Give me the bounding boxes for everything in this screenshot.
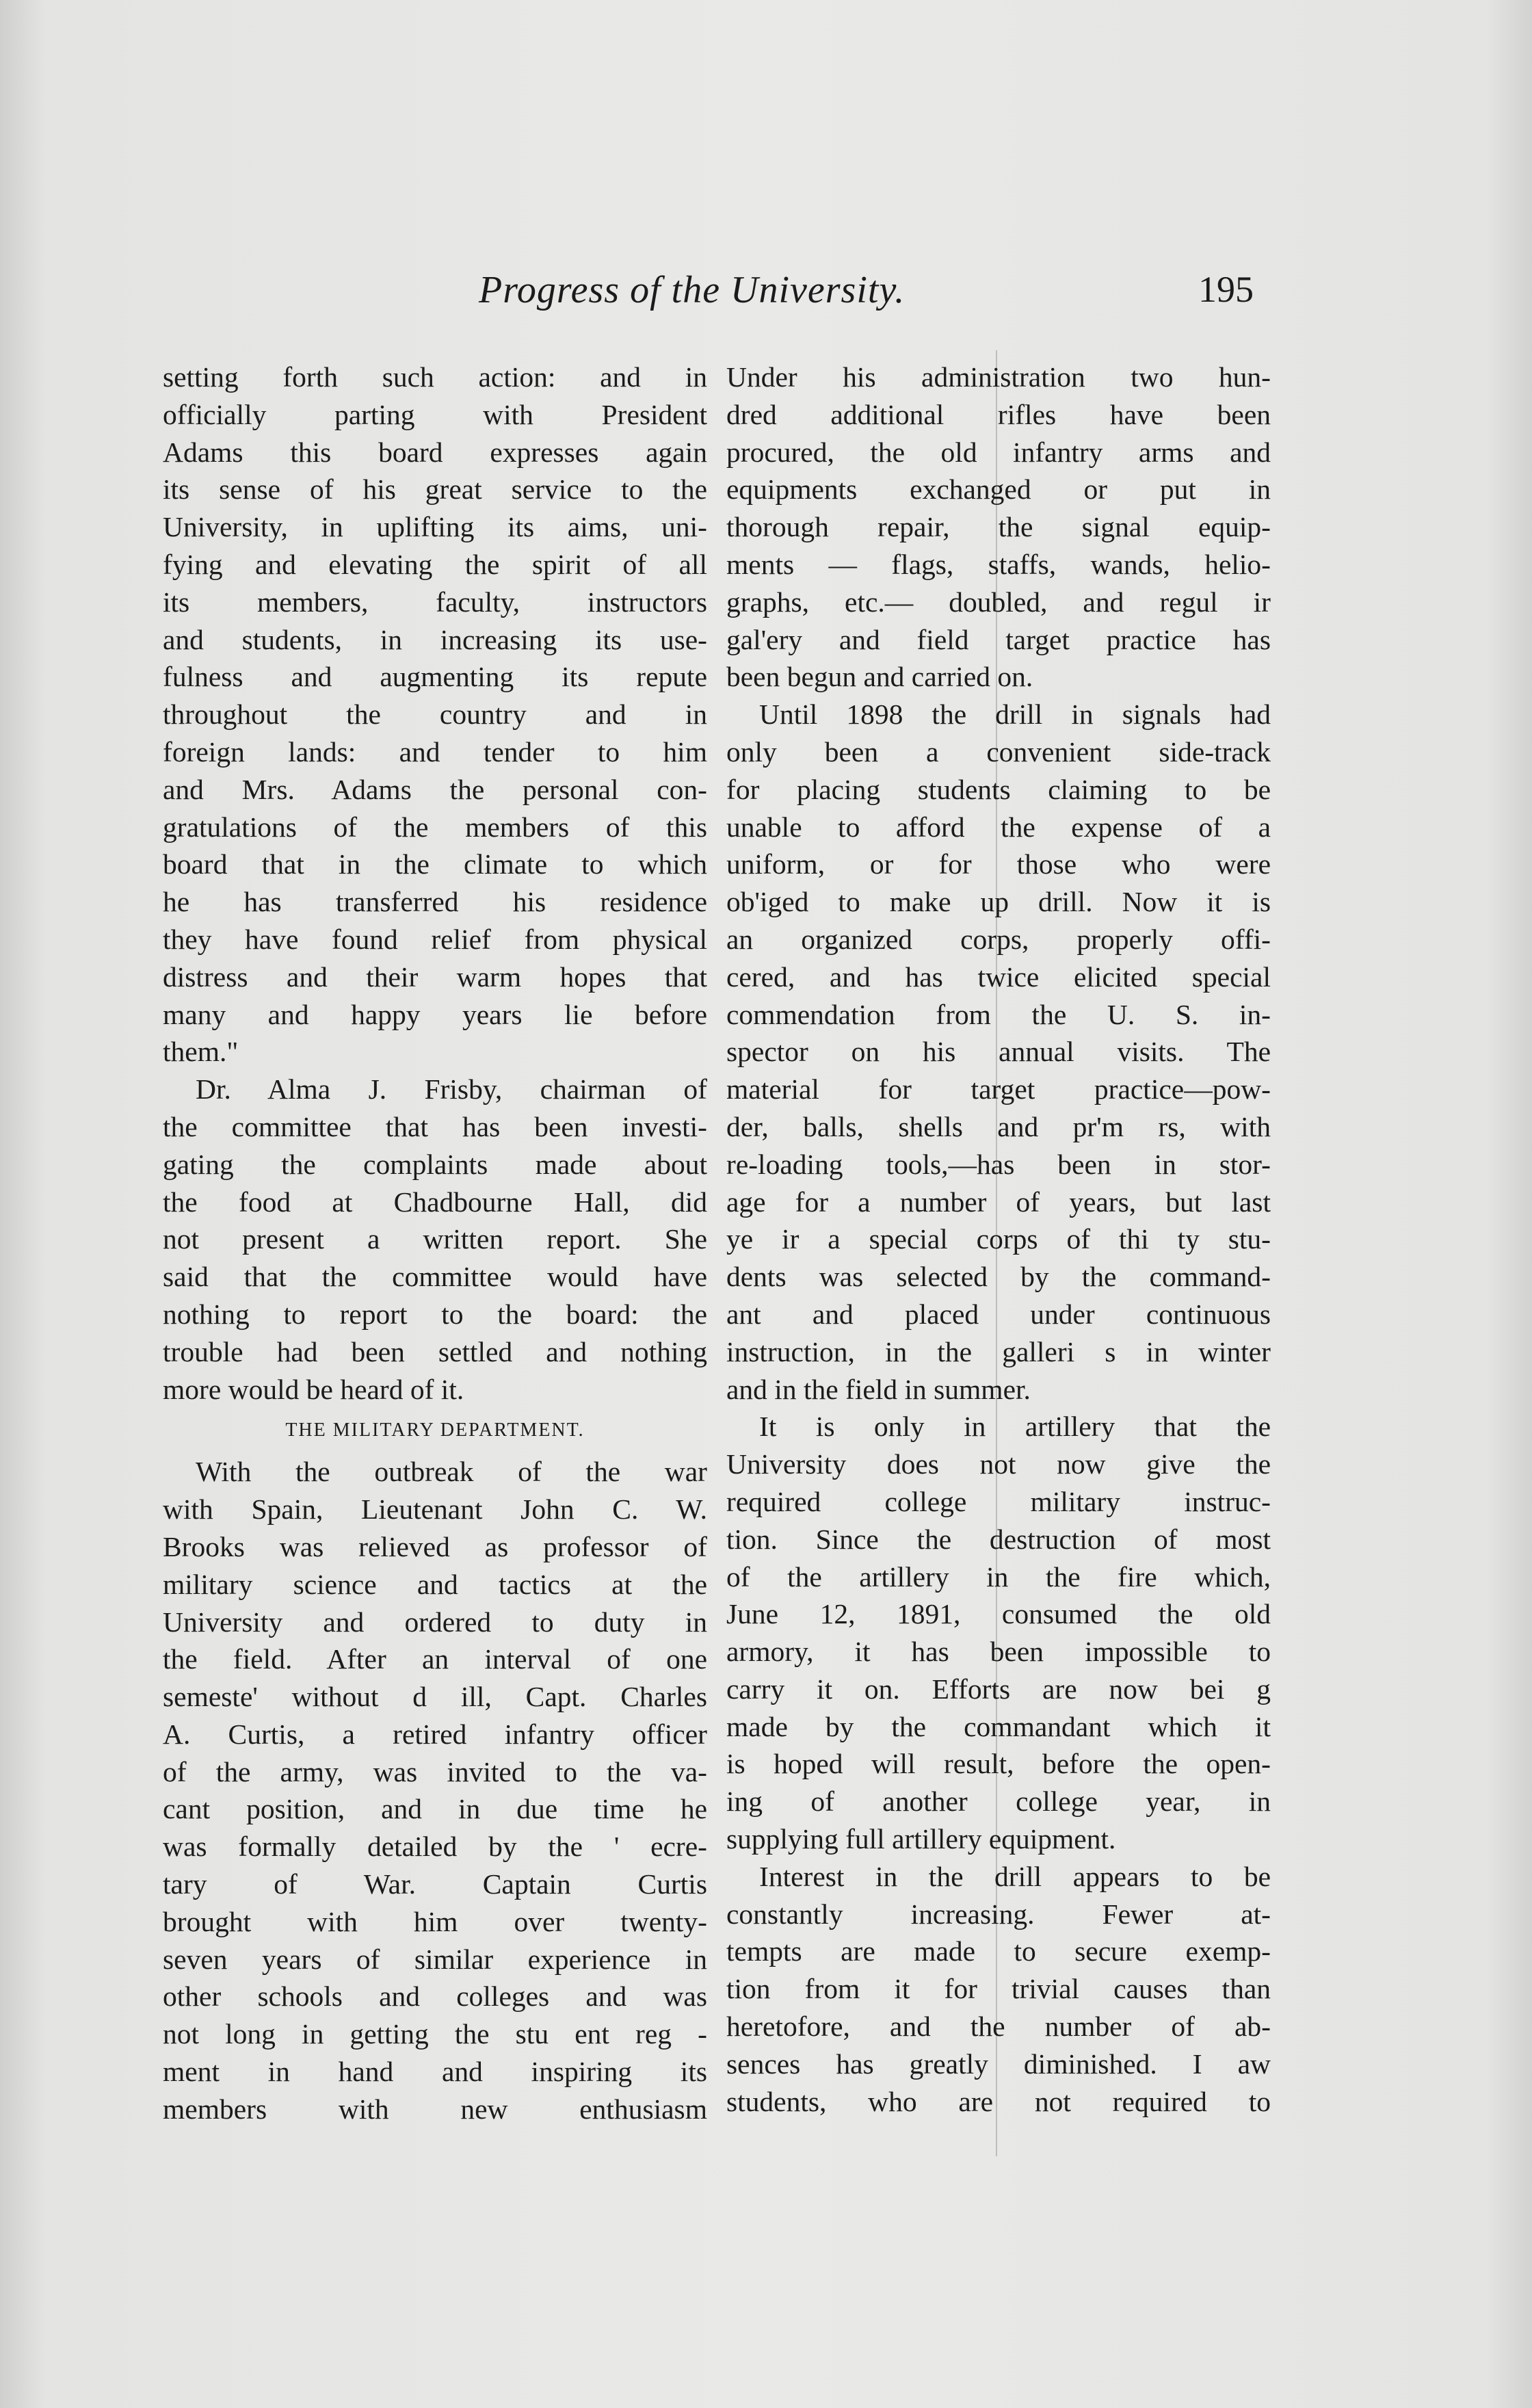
text-line: tion. Since the destruction of most — [726, 1523, 1271, 1555]
text-line: of the army, was invited to the va- — [163, 1755, 707, 1788]
section-heading: THE MILITARY DEPARTMENT. — [285, 1419, 585, 1441]
text-line: age for a number of years, but last — [726, 1186, 1271, 1218]
text-line: not long in getting the stu ent reg - — [163, 2018, 707, 2050]
text-line: gal'ery and field target practice has — [726, 623, 1271, 655]
text-line: officially parting with President — [163, 398, 707, 430]
text-line: members with new enthusiasm — [163, 2093, 707, 2125]
left-column — [163, 358, 707, 2128]
text-line: Brooks was relieved as professor of — [163, 1530, 707, 1562]
text-line: material for target practice—pow- — [726, 1073, 1271, 1105]
text-line: military science and tactics at the — [163, 1568, 707, 1600]
text-line: the food at Chadbourne Hall, did — [163, 1186, 707, 1218]
text-line: setting forth such action: and in — [163, 361, 707, 393]
text-line: University does not now give the — [726, 1448, 1271, 1480]
text-line: tion from it for trivial causes than — [726, 1973, 1271, 2005]
right-column — [726, 358, 1271, 2120]
text-line: sences has greatly diminished. I aw — [726, 2047, 1271, 2080]
text-line: A. Curtis, a retired infantry officer — [163, 1718, 707, 1750]
text-line: Dr. Alma J. Frisby, chairman of — [196, 1073, 707, 1105]
text-line: equipments exchanged or put in — [726, 473, 1271, 506]
text-line: other schools and colleges and was — [163, 1980, 707, 2013]
text-line: dents was selected by the command- — [726, 1261, 1271, 1293]
text-line: brought with him over twenty- — [163, 1905, 707, 1937]
page-header — [0, 268, 1532, 323]
text-line: trouble had been settled and nothing — [163, 1335, 707, 1367]
text-line: the field. After an interval of one — [163, 1643, 707, 1675]
text-line: throughout the country and in — [163, 698, 707, 731]
text-line: board that in the climate to which — [163, 848, 707, 880]
text-line: the committee that has been investi- — [163, 1110, 707, 1142]
text-line: made by the commandant which it — [726, 1710, 1271, 1742]
text-line: ing of another college year, in — [726, 1785, 1271, 1818]
text-line: University and ordered to duty in — [163, 1606, 707, 1638]
text-line: many and happy years lie before — [163, 998, 707, 1030]
text-line: re-loading tools,—has been in stor- — [726, 1148, 1271, 1180]
text-line: required college military instruc- — [726, 1485, 1271, 1517]
text-line: only been a convenient side-track — [726, 735, 1271, 768]
text-line: uniform, or for those who were — [726, 848, 1271, 880]
text-line: with Spain, Lieutenant John C. W. — [163, 1493, 707, 1526]
text-line: thorough repair, the signal equip- — [726, 511, 1271, 543]
text-line: and in the field in summer. — [726, 1373, 1031, 1405]
text-line: ment in hand and inspiring its — [163, 2056, 707, 2088]
text-line: spector on his annual visits. The — [726, 1036, 1271, 1068]
text-line: It is only in artillery that the — [759, 1411, 1271, 1443]
text-line: armory, it has been impossible to — [726, 1636, 1271, 1668]
text-line: students, who are not required to — [726, 2085, 1271, 2117]
text-line: cered, and has twice elicited special — [726, 960, 1271, 993]
text-line: them." — [163, 1036, 239, 1068]
text-line: more would be heard of it. — [163, 1373, 464, 1405]
text-line: commendation from the U. S. in- — [726, 998, 1271, 1030]
text-line: ments — flags, staffs, wands, helio- — [726, 548, 1271, 580]
text-line: he has transferred his residence — [163, 886, 707, 918]
text-line: ye ir a special corps of thi ty stu- — [726, 1223, 1271, 1255]
text-line: not present a written report. She — [163, 1223, 707, 1255]
text-line: dred additional rifles have been — [726, 398, 1271, 430]
text-line: of the artillery in the fire which, — [726, 1560, 1271, 1593]
text-line: instruction, in the galleri s in winter — [726, 1335, 1271, 1367]
text-line: cant position, and in due time he — [163, 1793, 707, 1825]
text-line: ob'iged to make up drill. Now it is — [726, 886, 1271, 918]
text-line: With the outbreak of the war — [196, 1456, 707, 1488]
text-line: Under his administration two hun- — [726, 361, 1271, 393]
text-line: was formally detailed by the ' ecre- — [163, 1831, 707, 1863]
text-line: nothing to report to the board: the — [163, 1298, 707, 1330]
text-line: der, balls, shells and pr'm rs, with — [726, 1110, 1271, 1142]
text-line: constantly increasing. Fewer at- — [726, 1898, 1271, 1930]
text-line: tempts are made to secure exemp- — [726, 1935, 1271, 1967]
text-line: Adams this board expresses again — [163, 436, 707, 468]
text-line: distress and their warm hopes that — [163, 960, 707, 993]
text-line: graphs, etc.— doubled, and regul ir — [726, 586, 1271, 618]
text-line: June 12, 1891, consumed the old — [726, 1598, 1271, 1630]
text-line: University, in uplifting its aims, uni- — [163, 511, 707, 543]
text-line: Until 1898 the drill in signals had — [759, 698, 1271, 731]
text-line: ant and placed under continuous — [726, 1298, 1271, 1330]
text-line: fying and elevating the spirit of all — [163, 548, 707, 580]
text-line: procured, the old infantry arms and — [726, 436, 1271, 468]
text-line: an organized corps, properly offi- — [726, 923, 1271, 955]
text-line: seven years of similar experience in — [163, 1943, 707, 1975]
text-line: for placing students claiming to be — [726, 773, 1271, 805]
text-line: heretofore, and the number of ab- — [726, 2011, 1271, 2043]
text-line: foreign lands: and tender to him — [163, 735, 707, 768]
text-line: they have found relief from physical — [163, 923, 707, 955]
text-line: semeste' without d ill, Capt. Charles — [163, 1681, 707, 1713]
text-line: gratulations of the members of this — [163, 811, 707, 843]
running-title: Progress of the University. — [479, 269, 906, 311]
text-line: tary of War. Captain Curtis — [163, 1868, 707, 1900]
text-line: gating the complaints made about — [163, 1148, 707, 1180]
text-line: supplying full artillery equipment. — [726, 1823, 1116, 1855]
text-line: and students, in increasing its use- — [163, 623, 707, 655]
text-line: its sense of his great service to the — [163, 473, 707, 506]
text-line: carry it on. Efforts are now bei g — [726, 1673, 1271, 1705]
text-line: is hoped will result, before the open- — [726, 1748, 1271, 1780]
text-line: unable to afford the expense of a — [726, 811, 1271, 843]
text-line: its members, faculty, instructors — [163, 586, 707, 618]
text-line: said that the committee would have — [163, 1261, 707, 1293]
text-line: fulness and augmenting its repute — [163, 661, 707, 693]
text-line: and Mrs. Adams the personal con- — [163, 773, 707, 805]
text-line: been begun and carried on. — [726, 661, 1033, 693]
text-line: Interest in the drill appears to be — [759, 1860, 1271, 1892]
page-number: 195 — [1198, 269, 1254, 310]
